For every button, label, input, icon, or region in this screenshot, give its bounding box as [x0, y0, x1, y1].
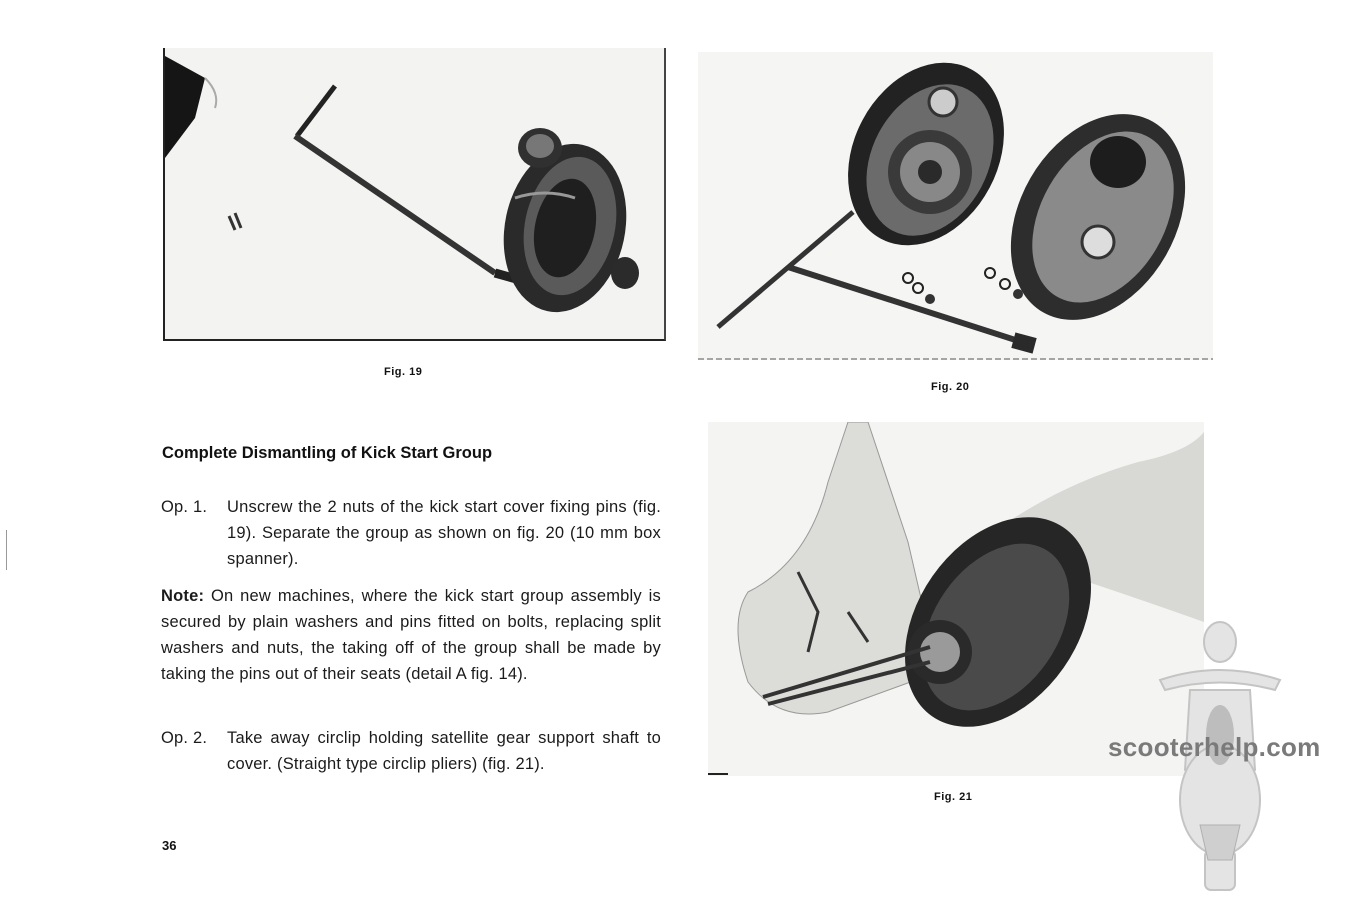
section-heading: Complete Dismantling of Kick Start Group [162, 444, 493, 462]
figure-21-caption: Fig. 21 [934, 791, 973, 803]
note-label: Note: [161, 587, 205, 605]
figure-19-photo [163, 48, 666, 341]
watermark-text: scooterhelp.com [1108, 732, 1321, 762]
figure-20-caption: Fig. 20 [931, 381, 970, 393]
op2-text: Take away circlip holding satellite gear support shaft to cover. (Straight type circlip pliers) (fig. 21). [227, 729, 661, 773]
margin-mark [6, 530, 7, 570]
note-text: On new machines, where the kick start group assembly is secured by plain washers and pins fitted on bolts, replacing split washers and nuts, the taking off of the group shall be made by taking the pins out of their seats (detail A fig. 14). [161, 587, 661, 683]
figure-19-caption: Fig. 19 [384, 366, 423, 378]
op1-number: Op. 1. [161, 498, 208, 516]
op2-number: Op. 2. [161, 729, 208, 747]
figure-20-photo [698, 52, 1213, 360]
figure-21-photo [708, 422, 1204, 776]
op1-text: Unscrew the 2 nuts of the kick start cover fixing pins (fig. 19). Separate the group as shown on fig. 20 (10 mm box spanner). [227, 498, 661, 568]
page-number: 36 [162, 838, 177, 853]
note-paragraph [161, 583, 661, 687]
op2-paragraph [161, 725, 661, 777]
op1-paragraph [161, 494, 661, 572]
